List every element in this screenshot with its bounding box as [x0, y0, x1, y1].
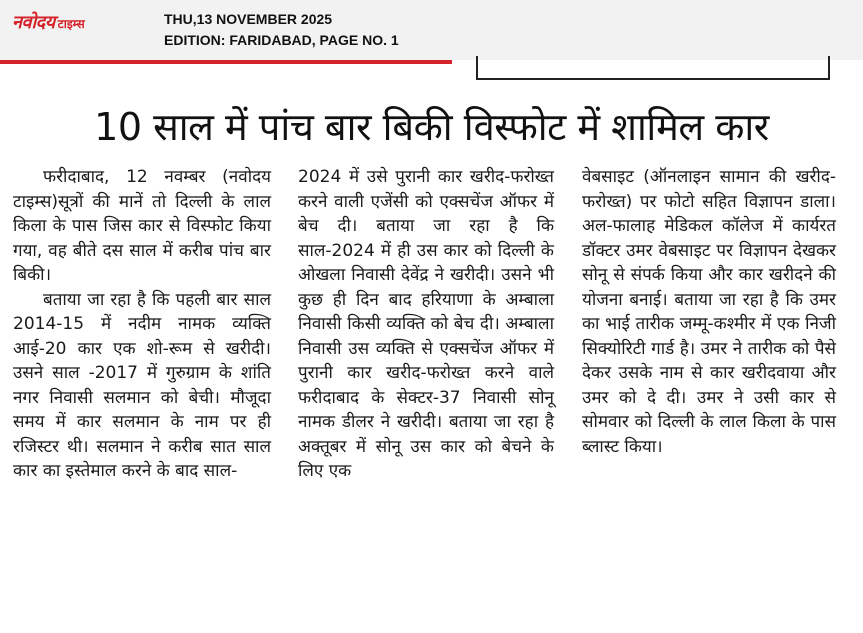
- paragraph: 2024 में उसे पुरानी कार खरीद-फरोख्त करने वाली एजेंसी को एक्सचेंज ऑफर में बेच दी। बताया जा रहा है कि साल-2024 में ही उस कार को दिल्ली के ओखला निवासी देवेंद्र ने खरीदी। उसने भी कुछ ही दिन बाद हरियाणा के अम्बाला निवासी किसी व्यक्ति को बेच दी। अम्बाला निवासी उस व्यक्ति से एक्सचेंज ऑफर में पुरानी कार खरीद-फरोख्त करने वाले फरीदाबाद के सेक्टर-37 निवासी सोनू नामक डीलर ने खरीदी। बताया जा रहा है अक्तूबर में सोनू उस कार को बेचने के लिए एक: [298, 167, 554, 481]
- article-column-2: [298, 165, 554, 484]
- edition-label: EDITION: FARIDABAD, PAGE NO. 1: [164, 32, 399, 48]
- adjacent-article-frame: [476, 56, 830, 80]
- publication-date: THU,13 NOVEMBER 2025: [164, 11, 333, 27]
- edition-info: [164, 9, 399, 51]
- article-headline: 10 साल में पांच बार बिकी विस्फोट में शामिल कार: [94, 105, 769, 149]
- paragraph: बताया जा रहा है कि पहली बार साल 2014-15 में नदीम नामक व्यक्ति आई-20 कार एक शो-रूम से खरीदी। उसने साल -2017 में गुरुग्राम के शांति नगर निवासी सलमान को बेची। मौजूदा समय में कार सलमान के नाम पर ही रजिस्टर थी। सलमान ने करीब सात साल कार का इस्तेमाल करने के बाद साल-: [13, 289, 271, 481]
- logo-main-text: नवोदय: [12, 12, 55, 33]
- header-rule: [0, 60, 452, 64]
- paragraph: फरीदाबाद, 12 नवम्बर (नवोदय टाइम्स)सूत्रों की मानें तो दिल्ली के लाल किला के पास जिस कार से विस्फोट किया गया, वह बीते दस साल में करीब पांच बार बिकी।: [13, 167, 271, 285]
- masthead-bar: [0, 0, 863, 60]
- paragraph: वेबसाइट (ऑनलाइन सामान की खरीद-फरोख्त) पर फोटो सहित विज्ञापन डाला। अल-फालाह मेडिकल कॉलेज में कार्यरत डॉक्टर उमर वेबसाइट पर विज्ञापन देखकर सोनू से संपर्क किया और कार खरीदने की योजना बनाई। बताया जा रहा है कि उमर का भाई तारीक जम्मू-कश्मीर में एक निजी सिक्योरिटी गार्ड है। उमर ने तारीक को पैसे देकर उसके नाम से कार खरीदवाया और उमर को दे दी। उमर ने उसी कार से सोमवार को दिल्ली के लाल किला के पास ब्लास्ट किया।: [582, 167, 836, 457]
- newspaper-logo[interactable]: [12, 10, 85, 34]
- article-column-3: [582, 165, 836, 459]
- logo-sub-text: टाइम्स: [57, 17, 85, 31]
- article-column-1: [13, 165, 271, 484]
